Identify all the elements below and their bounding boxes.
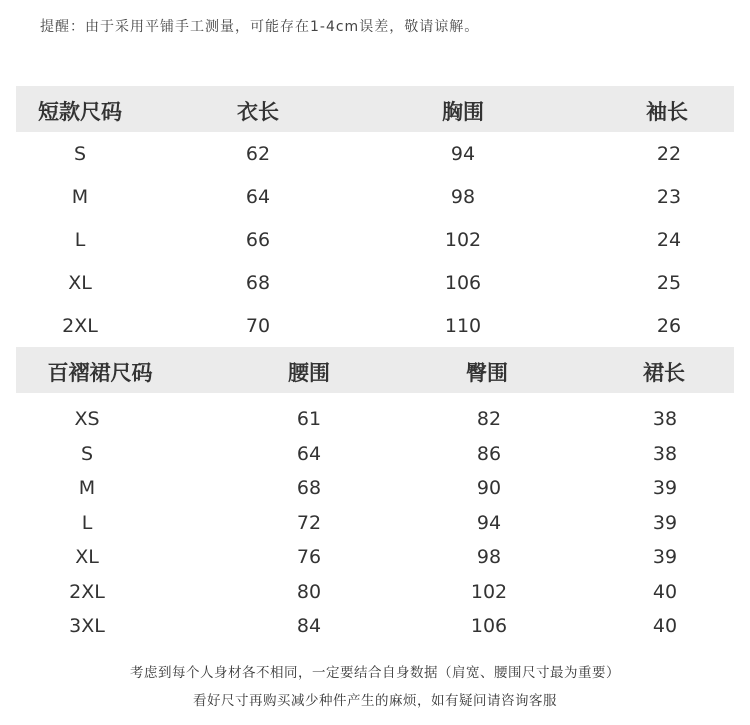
skirt-header-waist: 腰围 xyxy=(288,361,330,385)
waist-cell: 76 xyxy=(296,546,322,568)
skirt-length-cell: 40 xyxy=(652,615,678,637)
hip-cell: 106 xyxy=(470,615,508,637)
skirt-length-cell: 39 xyxy=(652,546,678,568)
waist-cell: 84 xyxy=(296,615,322,637)
sleeve-cell: 23 xyxy=(656,186,682,208)
size-cell: 2XL xyxy=(69,580,105,603)
top-table-header-band xyxy=(16,86,734,132)
hip-cell: 102 xyxy=(470,580,508,603)
size-cell: L xyxy=(81,511,93,534)
chest-cell: 110 xyxy=(444,315,482,337)
size-cell: S xyxy=(80,442,94,465)
waist-cell: 72 xyxy=(296,511,322,534)
sleeve-cell: 26 xyxy=(656,315,682,337)
chest-cell: 106 xyxy=(444,272,482,294)
waist-cell: 64 xyxy=(296,442,322,465)
skirt-length-cell: 39 xyxy=(652,477,678,499)
skirt-header-hip: 臀围 xyxy=(466,361,508,385)
length-cell: 68 xyxy=(245,272,271,294)
waist-cell: 80 xyxy=(296,580,322,603)
waist-cell: 61 xyxy=(296,408,322,430)
size-cell: 2XL xyxy=(62,315,98,337)
chest-cell: 94 xyxy=(450,143,476,165)
hip-cell: 82 xyxy=(476,408,502,430)
length-cell: 62 xyxy=(245,143,271,165)
top-header-size: 短款尺码 xyxy=(38,100,122,124)
length-cell: 64 xyxy=(245,186,271,208)
length-cell: 66 xyxy=(245,229,271,251)
top-header-length: 衣长 xyxy=(237,100,279,124)
chest-cell: 102 xyxy=(444,229,482,251)
top-header-chest: 胸围 xyxy=(442,100,484,124)
skirt-header-size: 百褶裙尺码 xyxy=(47,361,153,385)
footer-note-line2: 看好尺寸再购买减少种件产生的麻烦，如有疑问请咨询客服 xyxy=(193,693,557,709)
size-cell: 3XL xyxy=(69,615,105,637)
size-cell: S xyxy=(73,143,87,165)
size-cell: XS xyxy=(74,408,100,430)
skirt-header-length: 裙长 xyxy=(643,361,685,385)
size-cell: M xyxy=(71,186,89,208)
skirt-length-cell: 40 xyxy=(652,580,678,603)
length-cell: 70 xyxy=(245,315,271,337)
top-header-sleeve: 袖长 xyxy=(646,100,688,124)
footer-note-line1: 考虑到每个人身材各不相同，一定要结合自身数据（肩宽、腰围尺寸最为重要） xyxy=(130,665,620,681)
waist-cell: 68 xyxy=(296,477,322,499)
sleeve-cell: 22 xyxy=(656,143,682,165)
hip-cell: 98 xyxy=(476,546,502,568)
hip-cell: 90 xyxy=(476,477,502,499)
size-cell: XL xyxy=(75,546,99,568)
hip-cell: 94 xyxy=(476,511,502,534)
measurement-notice: 提醒：由于采用平铺手工测量，可能存在1-4cm误差，敬请谅解。 xyxy=(40,19,480,35)
hip-cell: 86 xyxy=(476,442,502,465)
size-cell: L xyxy=(74,229,86,251)
sleeve-cell: 24 xyxy=(656,229,682,251)
size-cell: XL xyxy=(68,272,92,294)
chest-cell: 98 xyxy=(450,186,476,208)
sleeve-cell: 25 xyxy=(656,272,682,294)
skirt-length-cell: 38 xyxy=(652,408,678,430)
size-cell: M xyxy=(78,477,96,499)
skirt-length-cell: 38 xyxy=(652,442,678,465)
skirt-length-cell: 39 xyxy=(652,511,678,534)
